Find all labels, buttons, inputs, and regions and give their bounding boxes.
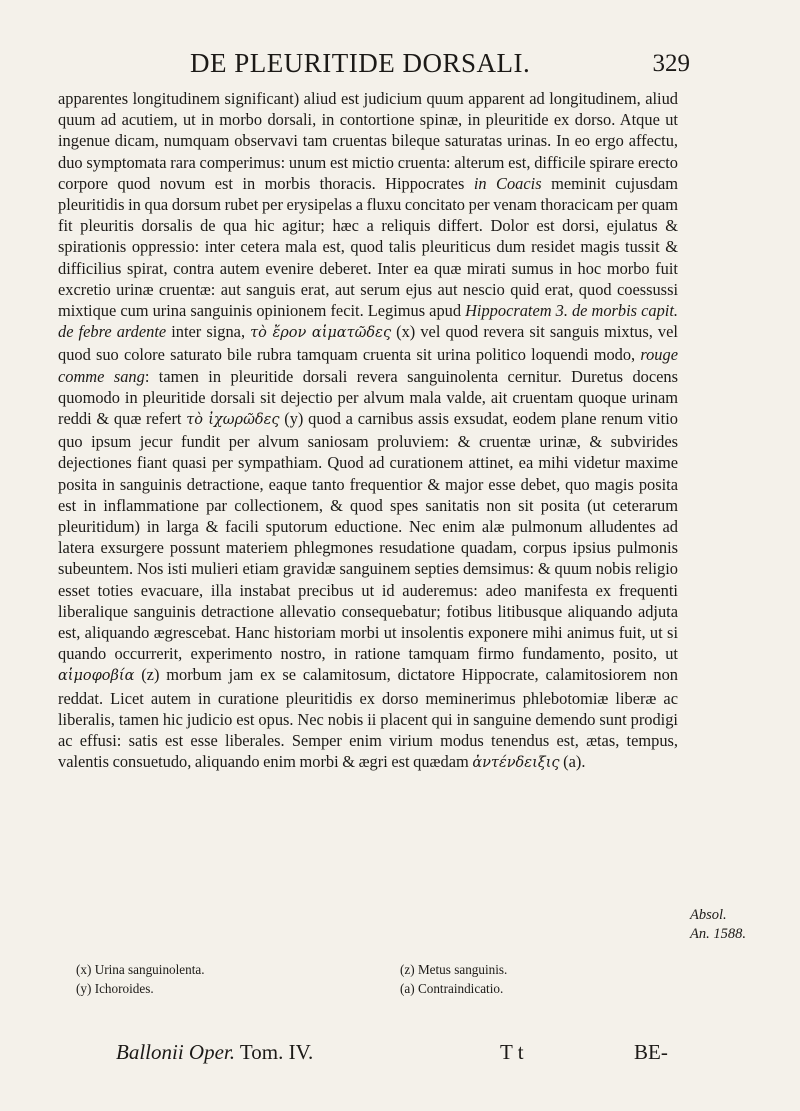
footnote-text: Urina sanguinolenta. bbox=[94, 962, 205, 977]
footnote-mark: (x) bbox=[76, 962, 92, 977]
italic-reference: Hippocratem 3. de morbis capit. de febre ardente bbox=[58, 301, 678, 342]
main-text bbox=[58, 88, 678, 775]
footnotes bbox=[76, 960, 636, 1004]
footnote-mark: (y) bbox=[76, 981, 92, 996]
footnote-ref: (y) bbox=[284, 409, 304, 429]
margin-note-text: An. 1588. bbox=[690, 926, 746, 942]
text-run: apparentes longitudinem significant) aliud est judicium quum apparent ad longitudinem, aliud quum ad acutiem, ut in morbo dorsali, in contortione spinæ, in pleuritide ex dorso. Atque ut ingenue dicam, numquam observavi tam cruentas bileque saturatas urinas. In eo ergo affectu, duo symptomata rara comperimus: unum est mictio cruenta: alterum est, difficile spirare erecto corpore quod novum est in morbis thoracis. Hippocrates bbox=[58, 89, 678, 193]
footnote-text: Metus sanguinis. bbox=[417, 962, 508, 977]
footnote bbox=[400, 960, 507, 979]
footnote-ref: (a). bbox=[563, 752, 586, 772]
page-title: DE PLEURITIDE DORSALI. bbox=[190, 48, 531, 78]
margin-note: Absol. bbox=[690, 907, 727, 923]
running-head bbox=[190, 48, 690, 82]
footnote-text: Ichoroides. bbox=[94, 981, 154, 996]
footnote bbox=[400, 979, 503, 998]
page-number: 329 bbox=[652, 50, 690, 77]
signature-line bbox=[116, 1040, 676, 1070]
footnote-mark: (a) bbox=[400, 981, 415, 996]
footnote-mark: (z) bbox=[400, 962, 415, 977]
footnote-ref: (z) bbox=[141, 665, 160, 685]
footnote bbox=[76, 960, 205, 979]
italic-phrase: rouge comme sang bbox=[58, 345, 678, 386]
text-run: : tamen in pleuritide dorsali revera sanguinolenta cernitur. Duretus docens quomodo in pleuritide dorsali sit dejectio per alvum mala valde, ait cruentam quoque urinam reddi & quæ refert bbox=[58, 366, 678, 429]
signature-mark: T t bbox=[500, 1040, 524, 1064]
margin-note-year bbox=[690, 924, 770, 945]
greek-phrase: τὸ ἰχωρῶδες bbox=[186, 412, 280, 429]
text-run: vel quod revera sit sanguis mixtus, vel quod suo colore saturato bile rubra tamquam cruenta sit urina politico loquendi modo, bbox=[58, 322, 678, 365]
greek-phrase: αἱμοφοβία bbox=[58, 668, 135, 685]
signature-left bbox=[116, 1040, 313, 1065]
text-run: inter signa, bbox=[171, 322, 246, 342]
greek-phrase: ἀντένδειξις bbox=[472, 755, 560, 772]
italic-reference: in Coacis bbox=[473, 173, 542, 193]
footnote bbox=[76, 979, 154, 998]
text-run: morbum jam ex se calamitosum, dictatore Hippocrate, calamitosiorem non reddat. Licet autem in curatione pleuritidis ex dorso meminerimus phlebotomiæ liberæ ac liberalis, tamen hic judicio est opus. Nec nobis ii placent qui in sanguine demendo sunt prodigi ac effusi: satis est esse liberales. Semper enim virium modus tenendus est, ætas, tempus, valentis consuetudo, aliquando enim morbi & ægri est quædam bbox=[58, 665, 678, 772]
text-run: meminit cujusdam pleuritidis in qua dorsum rubet per erysipelas a fluxu concitato per venam thoracicam per quam fit pleuritis dorsalis de qua hic agitur; hæc a reliquis differt. Dolor est dorsi, ejulatus & spirationis oppressio: inter cetera mala est, quod talis pleuriticus dum residet magis tussit & difficilius spirat, contra autem evenire deberet. Inter ea quæ mirati sumus in hoc morbo fuit excretio urinæ cruentæ: aut sanguis erat, aut serum ejus aut nescio quid erat, quod coessussi mixtique cum urina sanguinis opinionem fecit. Legimus apud bbox=[58, 173, 678, 321]
signature-work: Ballonii Oper. bbox=[116, 1040, 235, 1064]
catchword: BE- bbox=[634, 1040, 668, 1064]
paragraph bbox=[58, 88, 678, 775]
footnote-ref: (x) bbox=[396, 322, 416, 342]
text-run: quod a carnibus assis exsudat, eodem plane renum vitio quo ipsum jecur fundit per alvum saniosam proluviem: & cruentæ urinæ, & subvirides dejectiones fiant quasi per sympathiam. Quod ad curationem attinet, ea mihi videtur maxime posita in sanguinis detractione, eaque tanto frequentior & major esse debet, quo magis posita est in inflammatione par collectionem, & quod spes sanitatis non sit posita (ut ceterarum pleuritidum) in larga & facili sputorum eductione. Nec enim alæ pulmonum alludentes ad latera exsurgere possunt materiem phlegmones resudatione quadam, corpus ipsius pulmonis subeuntem. Nos isti mulieri etiam gravidæ sanguinem septies demsimus: & quum nobis religio esset toties evacuare, illa instabat precibus ut id auderemus: adeo manifesta ex frequenti liberalique sanguinis detractione allevatio consequebatur; fotibus litibusque aliquando adjuta est, aliquando ægrescebat. Hanc historiam morbi ut insolentis exponere mihi animus fuit, ut si quando occurrerit, experimento nostro, in ratione tamquam firmo fundamento, posito, ut bbox=[58, 409, 678, 664]
signature-volume: Tom. IV. bbox=[239, 1040, 314, 1064]
footnote-text: Contraindicatio. bbox=[417, 981, 504, 996]
greek-phrase: τὸ ἔρον αἱματῶδες bbox=[250, 325, 392, 342]
